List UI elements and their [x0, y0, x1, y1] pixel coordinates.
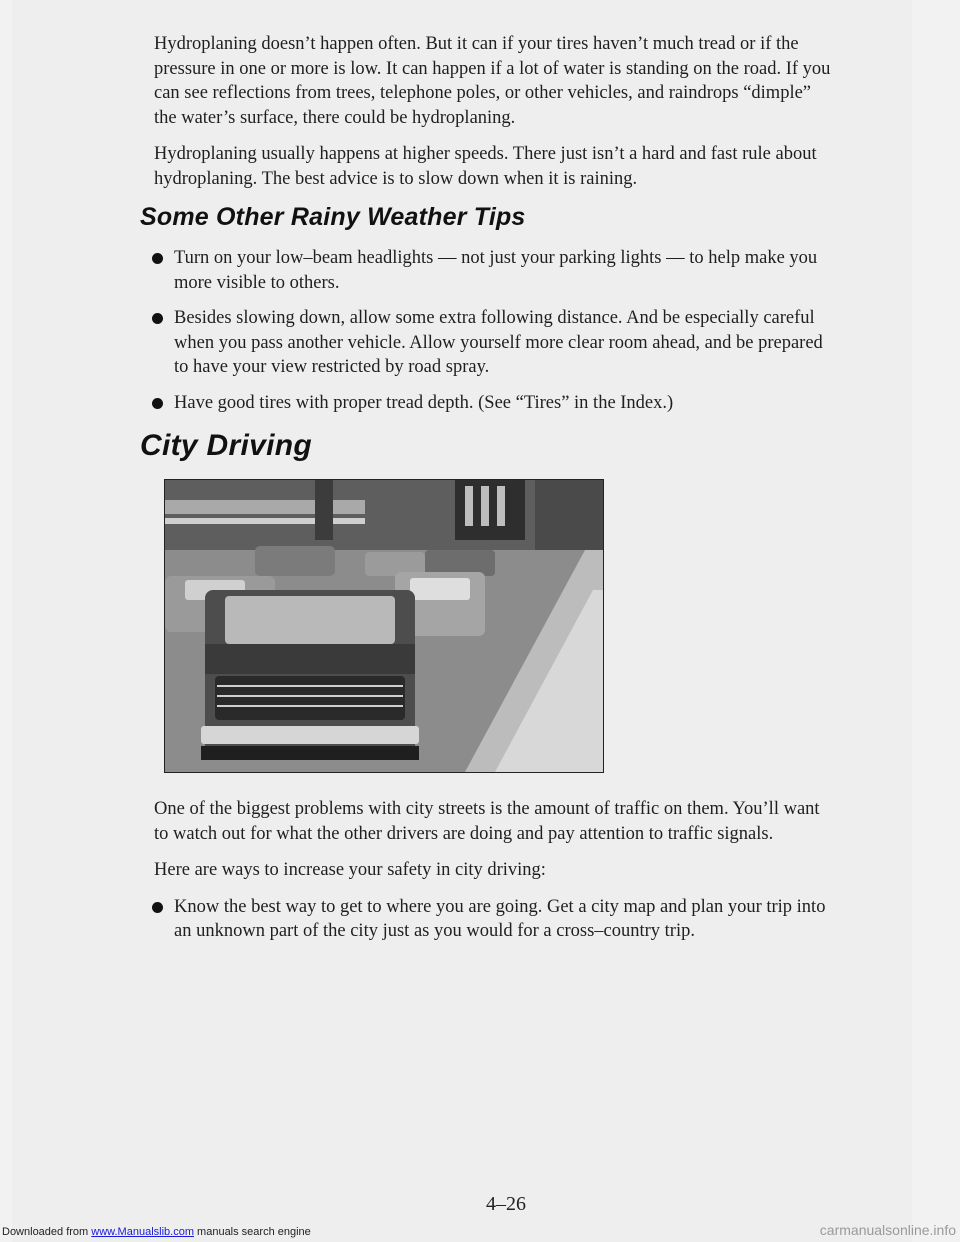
rainy-tips-heading: Some Other Rainy Weather Tips	[140, 203, 526, 231]
city-tips-list	[154, 895, 834, 944]
footer-prefix: Downloaded from	[2, 1226, 89, 1238]
page-content	[140, 32, 834, 958]
bullet-icon	[152, 398, 163, 409]
rainy-tips-list	[154, 246, 834, 415]
city-paragraph-1: One of the biggest problems with city streets is the amount of traffic on them. You’ll want to watch out for what the other drivers are doing and pay attention to traffic signals.	[154, 799, 820, 844]
footer-suffix: manuals search engine	[197, 1226, 311, 1238]
list-item-text: Besides slowing down, allow some extra following distance. And be especially careful when you pass another vehicle. Allow yourself more clear room ahead, and be prepared to have your view restricted by road spray.	[174, 308, 823, 377]
list-item-text: Have good tires with proper tread depth. (See “Tires” in the Index.)	[174, 392, 674, 413]
page-number: 4–26	[486, 1193, 526, 1215]
list-item	[154, 391, 834, 416]
download-footer	[2, 1226, 311, 1238]
manualslib-link[interactable]: www.Manualslib.com	[91, 1226, 194, 1238]
city-traffic-illustration	[164, 479, 604, 773]
list-item-text: Turn on your low–beam headlights — not just your parking lights — to help make you more visible to others.	[174, 248, 818, 293]
list-item	[154, 306, 834, 380]
list-item	[154, 895, 834, 944]
bullet-icon	[152, 253, 163, 264]
hydroplaning-paragraph-2: Hydroplaning usually happens at higher speeds. There just isn’t a hard and fast rule about hydroplaning. The best advice is to slow down when it is raining.	[154, 144, 817, 189]
list-item-text: Know the best way to get to where you are going. Get a city map and plan your trip into an unknown part of the city just as you would for a cross–country trip.	[174, 896, 826, 941]
bullet-icon	[152, 902, 163, 913]
list-item	[154, 246, 834, 295]
hydroplaning-paragraph-1: Hydroplaning doesn’t happen often. But it can if your tires haven’t much tread or if the pressure in one or more is low. It can happen if a lot of water is standing on the road. If you can see reflections from trees, telephone poles, or other vehicles, and raindrops “dimple” the water’s surface, there could be hydroplaning.	[154, 34, 831, 128]
bullet-icon	[152, 313, 163, 324]
watermark: carmanualsonline.info	[819, 1222, 956, 1238]
manual-page	[12, 0, 912, 1242]
city-paragraph-2: Here are ways to increase your safety in city driving:	[154, 860, 546, 880]
city-driving-heading: City Driving	[140, 429, 312, 462]
